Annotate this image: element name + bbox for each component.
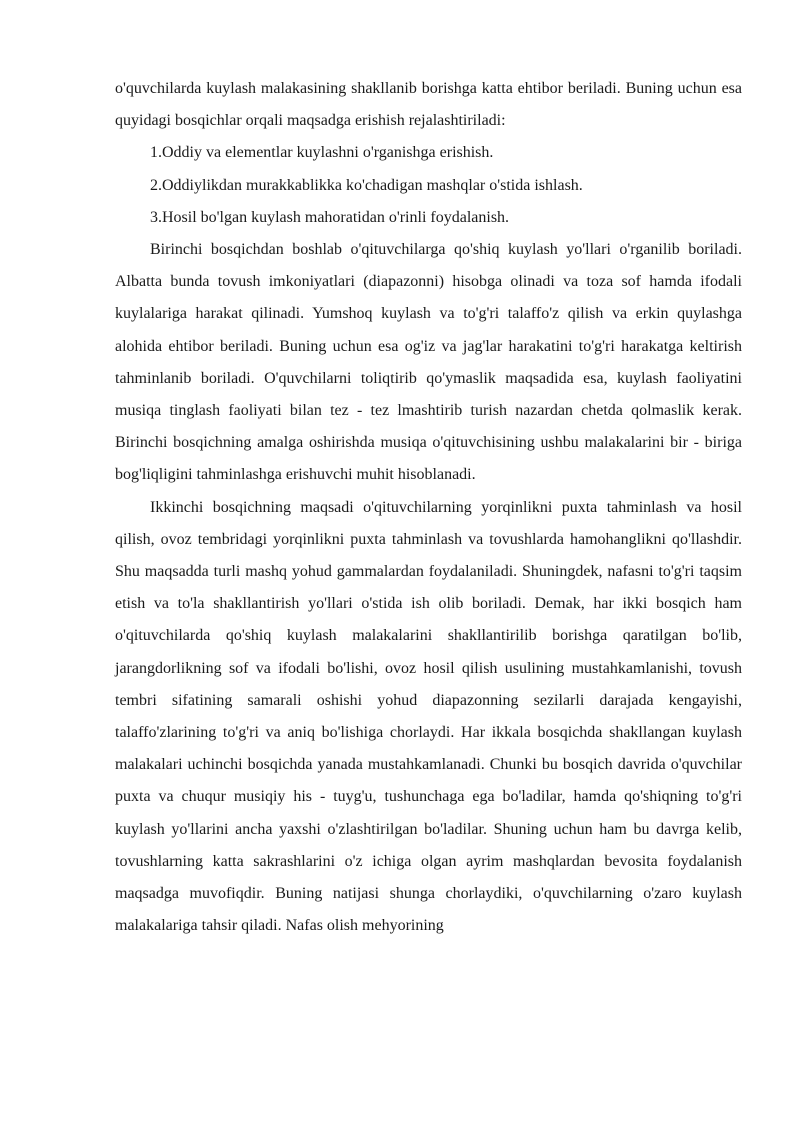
paragraph-second-stage: Ikkinchi bosqichning maqsadi o'qituvchilarning yorqinlikni puxta tahminlash va hosil qilish, ovoz tembridagi yorqinlikni puxta tahminlash va tovushlarda hamohanglikni qo'llashdir. Shu maqsadda turli mashq yohud gammalardan foydalaniladi. Shuningdek, nafasni to'g'ri taqsim etish va to'la shakllantirish yo'llari o'stida ish olib boriladi. Demak, har ikki bosqich ham o'qituvchilarda qo'shiq kuylash malakalarini shakllantirilib borishga qaratilgan bo'lib, jarangdorlikning sof va ifodali bo'lishi, ovoz hosil qilish usulining mustahkamlanishi, tovush tembri sifatining samarali oshishi yohud diapazonning sezilarli darajada kengayishi, talaffo'zlarining to'g'ri va aniq bo'lishiga chorlaydi. Har ikkala bosqichda shakllangan kuylash malakalari uchinchi bosqichda yanada mustahkamlanadi. Chunki bu bosqich davrida o'quvchilar puxta va chuqur musiqiy his - tuyg'u, tushunchaga ega bo'ladilar, hamda qo'shiqning to'g'ri kuylash yo'llarini ancha yaxshi o'zlashtirilgan bo'ladilar. Shuning uchun ham bu davrga kelib, tovushlarning katta sakrashlarini o'z ichiga olgan ayrim mashqlardan bevosita foydalanish maqsadga muvofiqdir. Buning natijasi shunga chorlaydiki, o'quvchilarning o'zaro kuylash malakalariga tahsir qiladi. Nafas olish mehyorining: [115, 498, 742, 935]
list-item-2: 2.Oddiylikdan murakkablikka ko'chadigan mashqlar o'stida ishlash.: [150, 176, 583, 194]
paragraph-first-stage: Birinchi bosqichdan boshlab o'qituvchilarga qo'shiq kuylash yo'llari o'rganilib boriladi. Albatta bunda tovush imkoniyatlari (diapazonni) hisobga olinadi va toza sof hamda ifodali kuylalariga harakat qilinadi. Yumshoq kuylash va to'g'ri talaffo'z qilish va erkin quylashga alohida ehtibor beriladi. Buning uchun esa og'iz va jag'lar harakatini to'g'ri harakatga keltirish tahminlanib boriladi. O'quvchilarni toliqtirib qo'ymaslik maqsadida esa, kuylash faoliyatini musiqa tinglash faoliyati bilan tez - tez lmashtirib turish nazardan chetda qolmaslik kerak. Birinchi bosqichning amalga oshirishda musiqa o'qituvchisining ushbu malakalarini bir - biriga bog'liqligini tahminlashga erishuvchi muhit hisoblanadi.: [115, 241, 742, 484]
document-page: [115, 73, 742, 942]
list-item-1: 1.Oddiy va elementlar kuylashni o'rganishga erishish.: [150, 144, 494, 162]
list-item-3: 3.Hosil bo'lgan kuylash mahoratidan o'rinli foydalanish.: [150, 208, 510, 226]
intro-paragraph: o'quvchilarda kuylash malakasining shakllanib borishga katta ehtibor beriladi. Buning uchun esa quyidagi bosqichlar orqali maqsadga erishish rejalashtiriladi:: [115, 80, 742, 130]
